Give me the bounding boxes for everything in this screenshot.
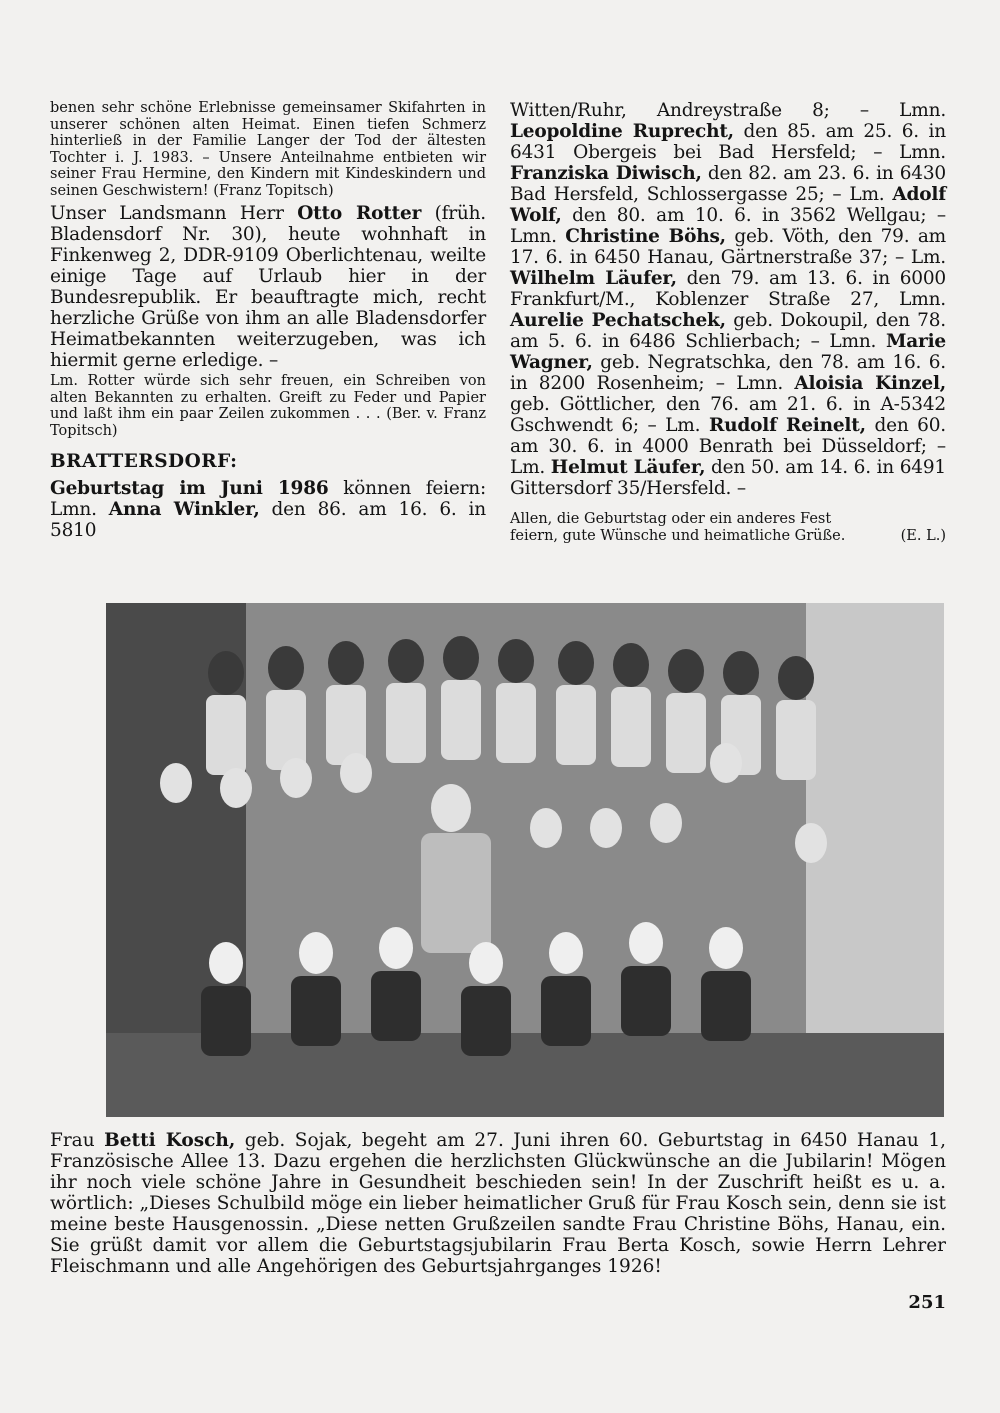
text: den 86. am 16. 6. in 5810	[50, 499, 486, 541]
text: den 85. am 25. 6. in 6431 Obergeis bei Bad Hersfeld; – Lmn.	[510, 121, 946, 163]
text: geb. Vöth, den 79. am 17. 6. in 6450 Hanau, Gärtnerstraße 37; – Lm.	[510, 226, 946, 268]
name-anna-winkler: Anna Winkler,	[108, 499, 260, 520]
name: Aurelie Pechatschek,	[510, 310, 726, 331]
name: Marie Wagner,	[510, 331, 946, 373]
name: Aloisia Kinzel,	[794, 373, 947, 394]
text: Witten/Ruhr, Andreystraße 8; – Lmn.	[510, 100, 946, 121]
text: geb. Sojak, begeht am 27. Juni ihren 60. Geburtstag in 6450 Hanau 1, Französische Allee 13. Dazu ergehen die herzlichsten Glückwünsche an die Jubilarin! Mögen ihr noch viele schöne Jahre in Gesundheit beschieden sein! In der Zuschrift heißt es u. a. wörtlich: „Dieses Schulbild möge ein lieber heimatlicher Gruß für Frau Kosch sein, denn sie ist meine beste Hausgenossin. „Diese netten Grußzeilen sandte Frau Christine Böhs, Hanau, ein. Sie grüßt damit vor allem die Geburtstagsjubilarin Frau Berta Kosch, sowie Herrn Lehrer Fleischmann und alle Angehörigen des Geburtsjahrganges 1926!	[50, 1130, 946, 1277]
text: den 79. am 13. 6. in 6000 Frankfurt/M., Koblenzer Straße 27, Lmn.	[510, 268, 946, 310]
text: geb. Dokoupil, den 78. am 5. 6. in 6486 Schlierbach; – Lmn.	[510, 310, 946, 352]
paragraph-obituary: benen sehr schöne Erlebnisse gemeinsamer Skifahrten in unserer schönen alten Heimat. Einen tiefen Schmerz hinterließ in der Familie Langer der Tod der ältesten Tochter i. J. 1983. – Unsere Anteilnahme entbieten wir seiner Frau Hermine, den Kindern mit Kindeskindern und seinen Geschwistern! (Franz Topitsch)	[50, 100, 486, 199]
name: Adolf Wolf,	[510, 184, 946, 226]
text: den 50. am 14. 6. in 6491 Gittersdorf 35/Hersfeld. –	[510, 457, 946, 499]
text: geb. Göttlicher, den 76. am 21. 6. in A-5342 Gschwendt 6; – Lm.	[510, 394, 946, 436]
photo-teacher	[421, 833, 491, 953]
name: Helmut Läufer,	[550, 457, 706, 478]
paragraph-birthday-list	[510, 100, 946, 499]
paragraph-birthdays-intro	[50, 478, 486, 541]
birthday-lead: Geburtstag im Juni 1986	[50, 478, 329, 499]
closing-text: Allen, die Geburtstag oder ein anderes Fest feiern, gute Wünsche und heimatliche Grüße.	[510, 511, 846, 544]
name: Franziska Diwisch,	[510, 163, 702, 184]
text: (früh. Bladensdorf Nr. 30), heute wohnhaft in Finkenweg 2, DDR-9109 Oberlichtenau, weilte einige Tage auf Urlaub hier in der Bundesrepublik. Er beauftragte mich, recht herzliche Grüße von ihm an alle Bladensdorfer Heimatbekannten weiterzugeben, was ich hiermit gerne erledige. –	[50, 203, 486, 371]
text: den 82. am 23. 6. in 6430 Bad Hersfeld, Schlossergasse 25; – Lm.	[510, 163, 946, 205]
paragraph-rotter-letter: Lm. Rotter würde sich sehr freuen, ein Schreiben von alten Bekannten zu erhalten. Greift zu Feder und Papier und laßt ihm ein paar Zeilen zukommen . . . (Ber. v. Franz Topitsch)	[50, 373, 486, 439]
name: Leopoldine Ruprecht,	[510, 121, 734, 142]
name: Wilhelm Läufer,	[510, 268, 677, 289]
school-class-photo	[106, 603, 944, 1117]
signature: (E. L.)	[900, 527, 946, 544]
name-otto-rotter: Otto Rotter	[297, 203, 422, 224]
right-column	[510, 100, 946, 544]
text: können feiern: Lmn.	[50, 478, 486, 520]
name-betti-kosch: Betti Kosch,	[104, 1130, 236, 1151]
text: den 60. am 30. 6. in 4000 Benrath bei Düsseldorf; – Lm.	[510, 415, 946, 478]
paragraph-otto-rotter	[50, 203, 486, 371]
section-heading-brattersdorf: BRATTERSDORF:	[50, 451, 238, 472]
photo-caption	[50, 1130, 946, 1277]
text: den 80. am 10. 6. in 3562 Wellgau; – Lmn.	[510, 205, 946, 247]
photo-illustration	[106, 603, 944, 1117]
closing-greeting	[510, 511, 946, 544]
page-number: 251	[908, 1292, 946, 1313]
name: Rudolf Reinelt,	[708, 415, 866, 436]
text: Unser Landsmann Herr	[50, 203, 298, 224]
name: Christine Böhs,	[565, 226, 726, 247]
left-column	[50, 100, 486, 541]
text: geb. Negratschka, den 78. am 16. 6. in 8200 Rosenheim; – Lmn.	[510, 352, 946, 394]
text: Frau	[50, 1130, 105, 1151]
